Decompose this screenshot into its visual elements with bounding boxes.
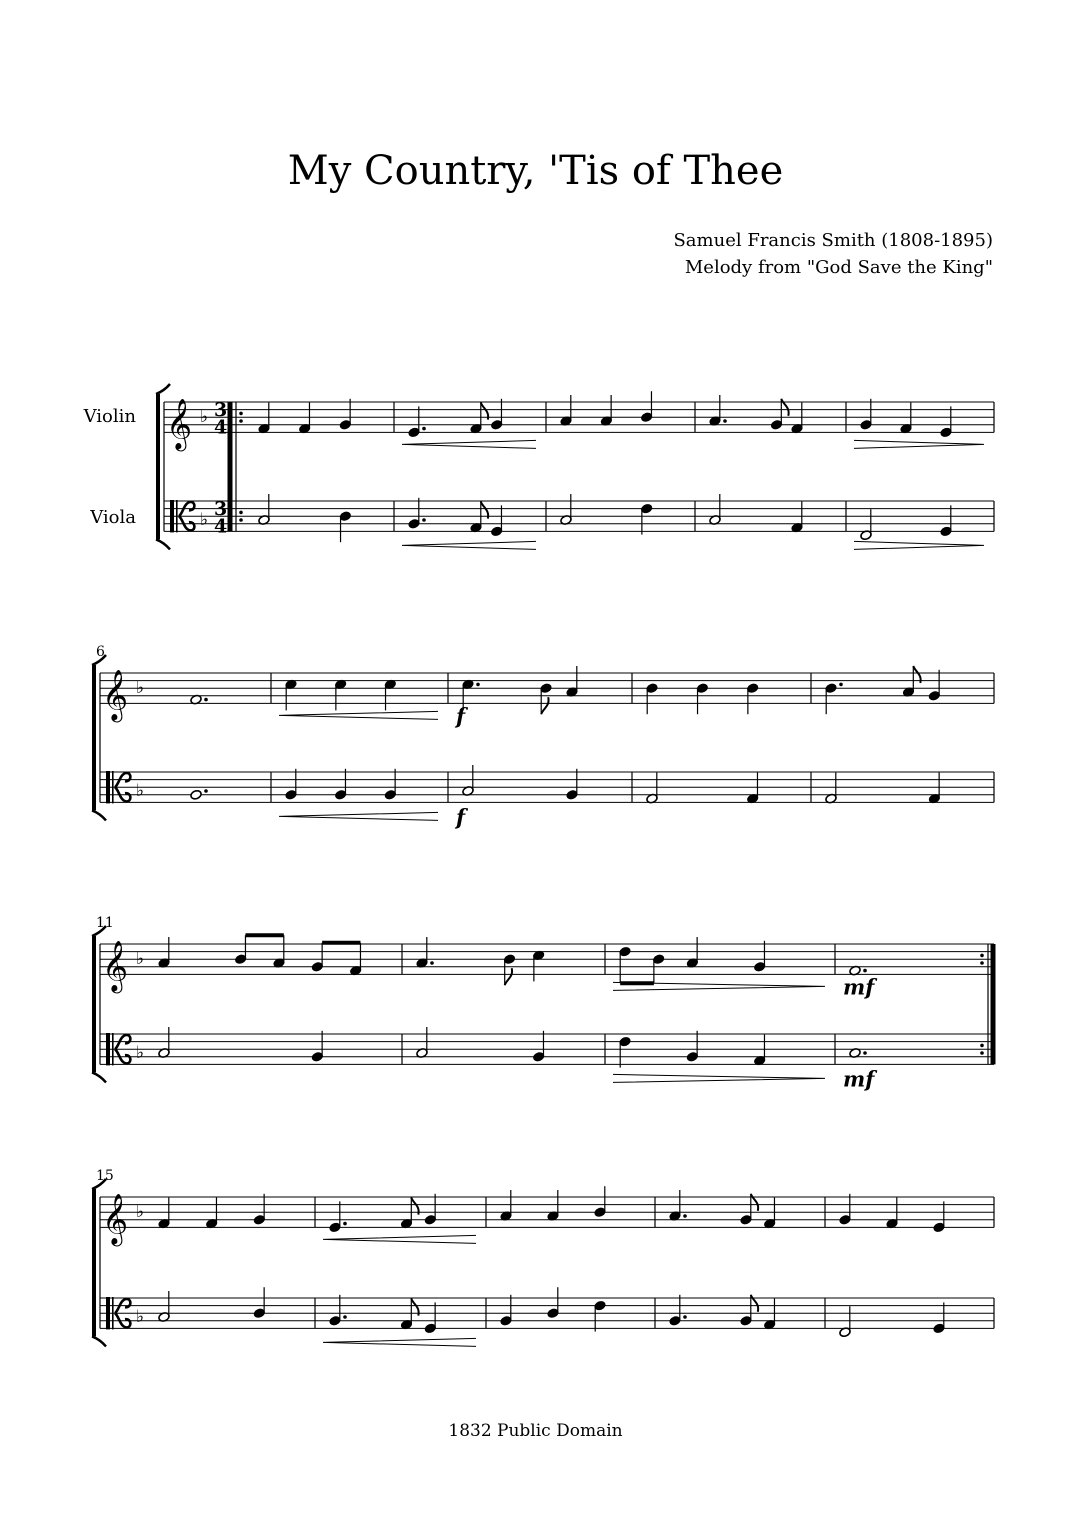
augmentation-dot [430, 961, 434, 965]
decrescendo-hairpin [854, 440, 984, 448]
copyright-footer: 1832 Public Domain [448, 1421, 623, 1441]
repeat-dot [980, 1051, 984, 1055]
time-signature-top: 3 [214, 399, 228, 422]
augmentation-dot [863, 1051, 867, 1055]
key-signature-flat: ♭ [136, 678, 145, 699]
crescendo-hairpin [323, 1338, 476, 1346]
repeat-dot [980, 961, 984, 965]
measure-number: 11 [96, 915, 114, 931]
key-signature-flat: ♭ [200, 407, 209, 428]
repeat-dot [239, 511, 243, 515]
key-signature-flat: ♭ [136, 1202, 145, 1223]
augmentation-dot [204, 789, 208, 793]
crescendo-hairpin [279, 812, 438, 820]
measure-number: 15 [96, 1168, 114, 1184]
key-signature-flat: ♭ [136, 1043, 145, 1063]
key-signature-flat: ♭ [136, 781, 145, 801]
augmentation-dot [476, 683, 480, 687]
composer-line-2: Melody from "God Save the King" [684, 257, 993, 278]
crescendo-hairpin [323, 1235, 476, 1243]
treble-clef: 𝄞 [102, 1193, 129, 1245]
dynamic-marking: mf [843, 974, 875, 1000]
time-signature-bottom: 4 [214, 515, 228, 538]
bracket-bottom-hook [92, 810, 106, 820]
augmentation-dot [422, 518, 426, 522]
augmentation-dot [204, 698, 208, 702]
augmentation-dot [863, 969, 867, 973]
crescendo-hairpin [402, 440, 536, 448]
augmentation-dot [839, 683, 843, 687]
crescendo-hairpin [279, 711, 438, 719]
decrescendo-hairpin [613, 1074, 825, 1082]
repeat-dot [239, 419, 243, 423]
instrument-label-viola: Viola [90, 507, 136, 528]
repeat-dot [980, 954, 984, 958]
note-flag [541, 697, 548, 714]
page-title: My Country, 'Tis of Thee [287, 148, 784, 194]
augmentation-dot [422, 427, 426, 431]
bracket-top-hook [156, 384, 170, 394]
treble-clef: 𝄞 [102, 940, 129, 992]
note-flag [751, 1194, 758, 1211]
composer-line-1: Samuel Francis Smith (1808-1895) [673, 230, 993, 251]
bracket-bottom-hook [156, 539, 170, 549]
treble-clef: 𝄞 [166, 398, 193, 450]
key-signature-flat: ♭ [136, 1307, 145, 1327]
dynamic-marking: mf [843, 1066, 875, 1092]
note-flag [505, 968, 512, 985]
note-flag [751, 1295, 758, 1312]
dynamic-marking: f [456, 703, 466, 729]
dynamic-marking: f [456, 804, 466, 830]
augmentation-dot [683, 1214, 687, 1218]
augmentation-dot [723, 419, 727, 423]
time-signature-bottom: 4 [214, 416, 228, 439]
bracket-bottom-hook [92, 1072, 106, 1082]
augmentation-dot [343, 1315, 347, 1319]
repeat-dot [239, 518, 243, 522]
decrescendo-hairpin [854, 541, 984, 549]
note-flag [781, 399, 788, 416]
augmentation-dot [343, 1222, 347, 1226]
bracket-bottom-hook [92, 1336, 106, 1346]
instrument-label-violin: Violin [83, 406, 136, 427]
key-signature-flat: ♭ [200, 510, 209, 530]
treble-clef: 𝄞 [102, 669, 129, 721]
augmentation-dot [683, 1315, 687, 1319]
key-signature-flat: ♭ [136, 949, 145, 970]
repeat-dot [239, 412, 243, 416]
measure-number: 6 [96, 644, 105, 660]
time-signature-top: 3 [214, 498, 228, 521]
note-head [190, 789, 202, 800]
repeat-dot [980, 1044, 984, 1048]
crescendo-hairpin [402, 541, 536, 549]
